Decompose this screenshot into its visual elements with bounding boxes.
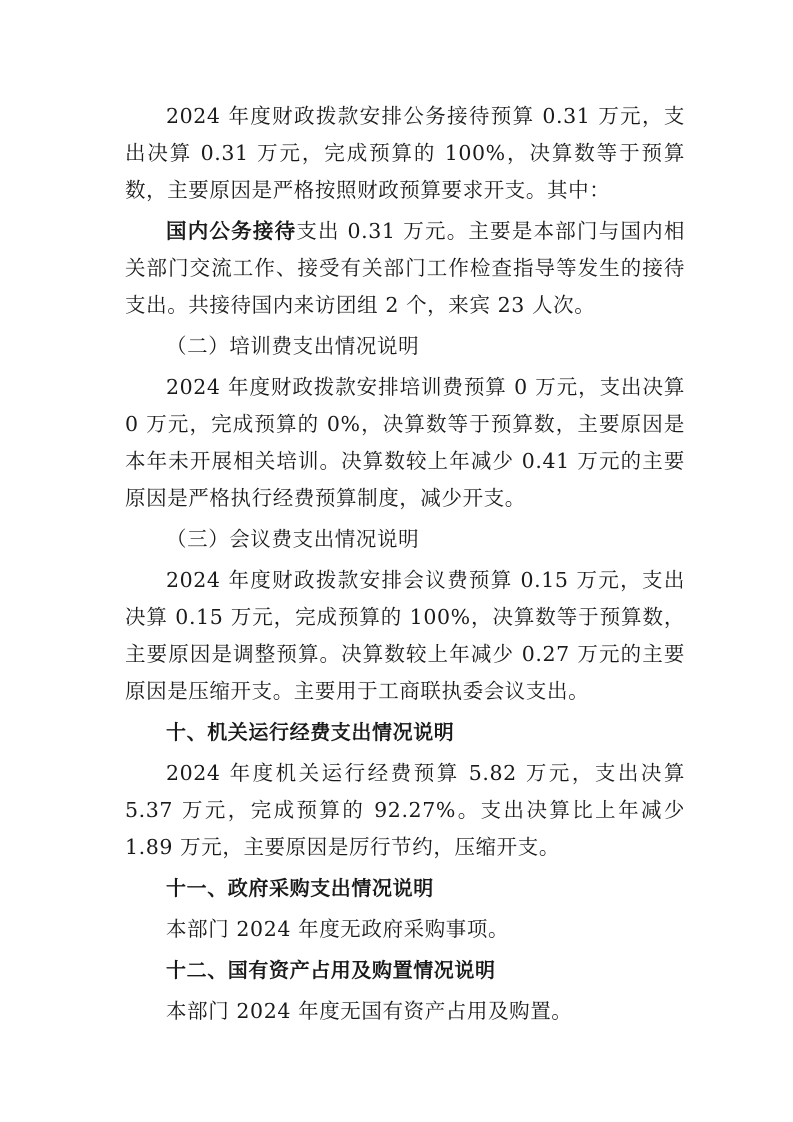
section-11-paragraph: 本部门 2024 年度无政府采购事项。 [166,917,510,941]
document-page [125,98,685,1030]
section-12-paragraph: 本部门 2024 年度无国有资产占用及购置。 [166,999,573,1023]
meeting-paragraph: 2024 年度财政拨款安排会议费预算 0.15 万元，支出决算 0.15 万元，完成预算的 100%，决算数等于预算数，主要原因是调整预算。决算数较上年减少 0.27 万元的主要原因是压缩开支。主要用于工商联执委会议支出。 [125,568,685,703]
training-heading: （二）培训费支出情况说明 [166,334,420,358]
training-paragraph: 2024 年度财政拨款安排培训费预算 0 万元，支出决算 0 万元，完成预算的 0%，决算数等于预算数，主要原因是本年未开展相关培训。决算数较上年减少 0.41 万元的主要原因是严格执行经费预算制度，减少开支。 [125,375,685,510]
domestic-reception-text: 支出 0.31 万元。主要是本部门与国内相关部门交流工作、接受有关部门工作检查指导等发生的接待支出。共接待国内来访团组 2 个，来宾 23 人次。 [125,219,685,317]
reception-paragraph: 2024 年度财政拨款安排公务接待预算 0.31 万元，支出决算 0.31 万元，完成预算的 100%，决算数等于预算数，主要原因是严格按照财政预算要求开支。其中： [125,104,685,202]
section-11-heading: 十一、政府采购支出情况说明 [166,876,434,900]
section-12-heading: 十二、国有资产占用及购置情况说明 [166,958,496,982]
section-10-paragraph: 2024 年度机关运行经费预算 5.82 万元，支出决算 5.37 万元，完成预算的 92.27%。支出决算比上年减少 1.89 万元，主要原因是厉行节约，压缩开支。 [125,761,685,859]
section-10-heading: 十、机关运行经费支出情况说明 [166,720,455,744]
meeting-heading: （三）会议费支出情况说明 [166,527,420,551]
domestic-reception-lead: 国内公务接待 [166,219,297,243]
domestic-reception-paragraph [125,213,685,324]
